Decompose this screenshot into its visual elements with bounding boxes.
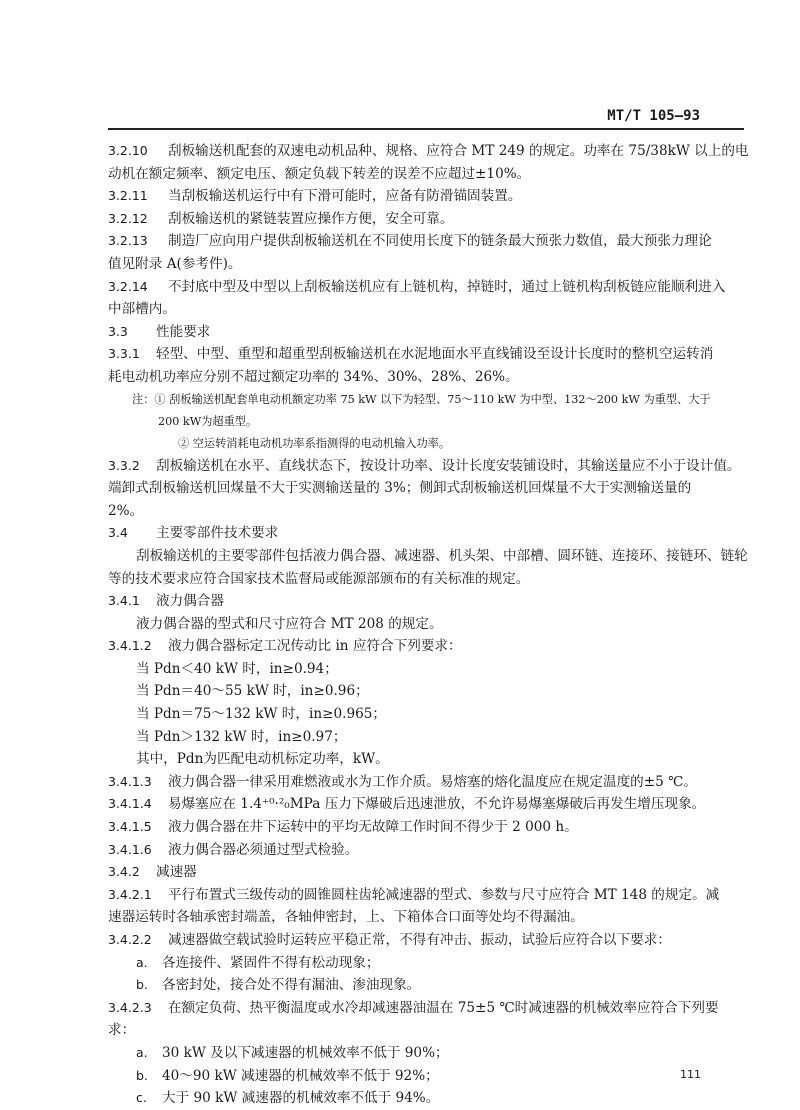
text-line <box>108 590 748 613</box>
text-line <box>108 929 748 952</box>
clause-number: 3.4 <box>108 525 128 541</box>
clause-number: 3.3.1 <box>108 346 140 362</box>
line-text: 刮板输送机配套的双速电动机品种、规格、应符合 MT 249 的规定。功率在 75/38kW 以上的电 <box>168 143 749 159</box>
line-text: 40～90 kW 减速器的机械效率不低于 92%； <box>162 1067 439 1084</box>
clause-number: 3.4.2 <box>108 864 140 880</box>
text-line <box>108 816 748 839</box>
text-line <box>108 726 748 749</box>
clause-number: 3.4.1.6 <box>108 841 152 857</box>
line-text: 耗电动机功率应分别不超过额定功率的 34%、30%、28%、26%。 <box>108 368 519 385</box>
clause-number: 3.4.2.2 <box>108 932 152 947</box>
line-text: 液力偶合器的型式和尺寸应符合 MT 208 的规定。 <box>136 615 443 632</box>
line-text: 刮板输送机在水平、直线状态下，按设计功率、设计长度安装铺设时，其输送量应不小于设计值。 <box>156 457 741 474</box>
text-line <box>108 343 748 366</box>
text-line <box>108 253 748 276</box>
clause-number: 3.2.13 <box>108 233 148 249</box>
text-line <box>108 545 748 568</box>
line-text: 液力偶合器一律采用难燃液或水为工作介质。易熔塞的熔化温度应在规定温度的±5 ℃。 <box>168 773 697 790</box>
clause-number: 3.2.10 <box>108 143 148 158</box>
clause-number: 3.2.14 <box>108 278 148 294</box>
text-line <box>108 500 748 523</box>
text-line <box>108 793 748 816</box>
clause-number: 3.3 <box>108 323 128 339</box>
text-line <box>108 568 748 591</box>
clause-number: 3.4.1.2 <box>108 638 152 654</box>
clause-number: 3.4.1 <box>108 593 140 609</box>
line-text: 易爆塞应在 1.4⁺⁰·²₀MPa 压力下爆破后迅速泄放，不允许易爆塞爆破后再发生增压现象。 <box>168 796 706 813</box>
text-line <box>108 771 748 794</box>
line-text: 在额定负荷、热平衡温度或水冷却减速器油温在 75±5 ℃时减速器的机械效率应符合下列要 <box>168 999 719 1016</box>
line-text: 当刮板输送机运行中有下滑可能时，应备有防滑锚固装置。 <box>168 188 522 205</box>
line-text: 液力偶合器在井下运转中的平均无故障工作时间不得少于 2 000 h。 <box>168 819 578 836</box>
line-text: 各密封处，接合处不得有漏油、渗油现象。 <box>162 977 421 994</box>
line-text: 液力偶合器 <box>156 593 224 610</box>
clause-number: 3.2.11 <box>108 188 148 204</box>
list-marker: a. <box>136 954 148 970</box>
clause-number: 3.3.2 <box>108 457 140 473</box>
text-line <box>108 839 748 862</box>
body-text <box>108 140 748 1110</box>
line-text: 主要零部件技术要求 <box>156 525 279 542</box>
line-text: 当 Pdn＝75～132 kW 时，in≥0.965； <box>136 706 386 723</box>
note-line: 200 kW为超重型。 <box>158 414 258 428</box>
text-line <box>108 477 748 500</box>
clause-number: 3.4.2.3 <box>108 999 152 1015</box>
line-text: 求： <box>108 1022 136 1039</box>
text-line <box>108 455 748 478</box>
line-text: 30 kW 及以下减速器的机械效率不低于 90%； <box>162 1044 449 1061</box>
text-line <box>108 680 748 703</box>
line-text: 刮板输送机的主要零部件包括液力偶合器、减速器、机头架、中部槽、圆环链、连接环、接链环、链轮 <box>136 547 748 564</box>
line-text: 减速器做空载试验时运转应平稳正常，不得有冲击、振动，试验后应符合以下要求： <box>168 932 671 948</box>
note-line: 注：① 刮板输送机配套单电动机额定功率 75 kW 以下为轻型、75～110 kW 为中型、132～200 kW 为重型、大于 <box>132 392 711 406</box>
line-text: 平行布置式三级传动的圆锥圆柱齿轮减速器的型式、参数与尺寸应符合 MT 148 的规定。减 <box>168 886 720 903</box>
text-line <box>108 163 748 186</box>
line-text: 当 Pdn＜40 kW 时，in≥0.94； <box>136 660 338 677</box>
text-line <box>108 208 748 231</box>
line-text: 各连接件、紧固件不得有松动现象； <box>162 954 380 971</box>
text-line <box>108 140 748 163</box>
text-line <box>108 748 748 771</box>
line-text: 2%。 <box>108 502 144 519</box>
line-text: 减速器 <box>156 864 197 881</box>
text-line <box>108 185 748 208</box>
line-text: 动机在额定频率、额定电压、额定负载下转差的误差不应超过±10%。 <box>108 165 531 182</box>
text-line <box>108 635 748 658</box>
text-line <box>108 522 748 545</box>
line-text: 性能要求 <box>156 323 211 340</box>
text-line <box>108 658 748 681</box>
line-text: 液力偶合器必须通过型式检验。 <box>168 841 359 858</box>
clause-number: 3.4.1.4 <box>108 796 152 812</box>
text-line <box>108 1087 748 1110</box>
text-line <box>108 230 748 253</box>
clause-number: 3.2.12 <box>108 210 148 226</box>
text-line <box>108 1019 748 1042</box>
list-marker: b. <box>136 977 148 993</box>
text-line <box>108 861 748 884</box>
line-text: 值见附录 A(参考件)。 <box>108 255 242 272</box>
line-text: 当 Pdn＝40～55 kW 时，in≥0.96； <box>136 683 369 700</box>
text-line <box>108 952 748 975</box>
line-text: 液力偶合器标定工况传动比 in 应符合下列要求： <box>168 638 462 655</box>
line-text: 中部槽内。 <box>108 301 176 318</box>
line-text: 等的技术要求应符合国家技术监督局或能源部颁布的有关标准的规定。 <box>108 570 530 587</box>
text-line <box>108 703 748 726</box>
header-rule <box>108 128 744 130</box>
line-text: 刮板输送机的紧链装置应操作方便，安全可靠。 <box>168 210 454 227</box>
line-text: 当 Pdn＞132 kW 时，in≥0.97； <box>136 728 347 745</box>
line-text: 制造厂应向用户提供刮板输送机在不同使用长度下的链条最大预张力数值，最大预张力理论 <box>168 233 712 250</box>
text-line <box>108 321 748 344</box>
line-text: 轻型、中型、重型和超重型刮板输送机在水泥地面水平直线铺设至设计长度时的整机空运转消 <box>156 346 714 363</box>
clause-number: 3.4.2.1 <box>108 886 152 902</box>
line-text: 大于 90 kW 减速器的机械效率不低于 94%。 <box>162 1090 440 1107</box>
notes-block <box>108 389 748 455</box>
text-line <box>108 884 748 907</box>
page-number: 111 <box>680 1068 701 1081</box>
clause-number: 3.4.1.5 <box>108 819 152 835</box>
note-line: ② 空运转消耗电动机功率系指测得的电动机输入功率。 <box>178 436 451 450</box>
text-line <box>108 366 748 389</box>
text-line <box>108 997 748 1020</box>
running-header: MT/T 105—93 <box>607 108 700 124</box>
text-line <box>108 613 748 636</box>
text-line <box>108 974 748 997</box>
text-line <box>108 1042 748 1065</box>
line-text: 其中，Pdn为匹配电动机标定功率，kW。 <box>136 751 389 768</box>
text-line <box>108 276 748 299</box>
list-marker: b. <box>136 1067 148 1083</box>
text-line <box>108 1065 748 1088</box>
list-marker: c. <box>136 1090 147 1106</box>
text-line <box>108 906 748 929</box>
section-block-2 <box>108 455 748 1110</box>
clause-number: 3.4.1.3 <box>108 773 152 789</box>
list-marker: a. <box>136 1044 148 1060</box>
line-text: 不封底中型及中型以上刮板输送机应有上链机构，掉链时，通过上链机构刮板链应能顺利进入 <box>168 278 726 295</box>
line-text: 端卸式刮板输送机回煤量不大于实测输送量的 3%；侧卸式刮板输送机回煤量不大于实测输送量的 <box>108 480 692 497</box>
text-line <box>108 298 748 321</box>
line-text: 速器运转时各轴承密封端盖，各轴伸密封，上、下箱体合口面等处均不得漏油。 <box>108 909 584 926</box>
section-block-1 <box>108 140 748 389</box>
